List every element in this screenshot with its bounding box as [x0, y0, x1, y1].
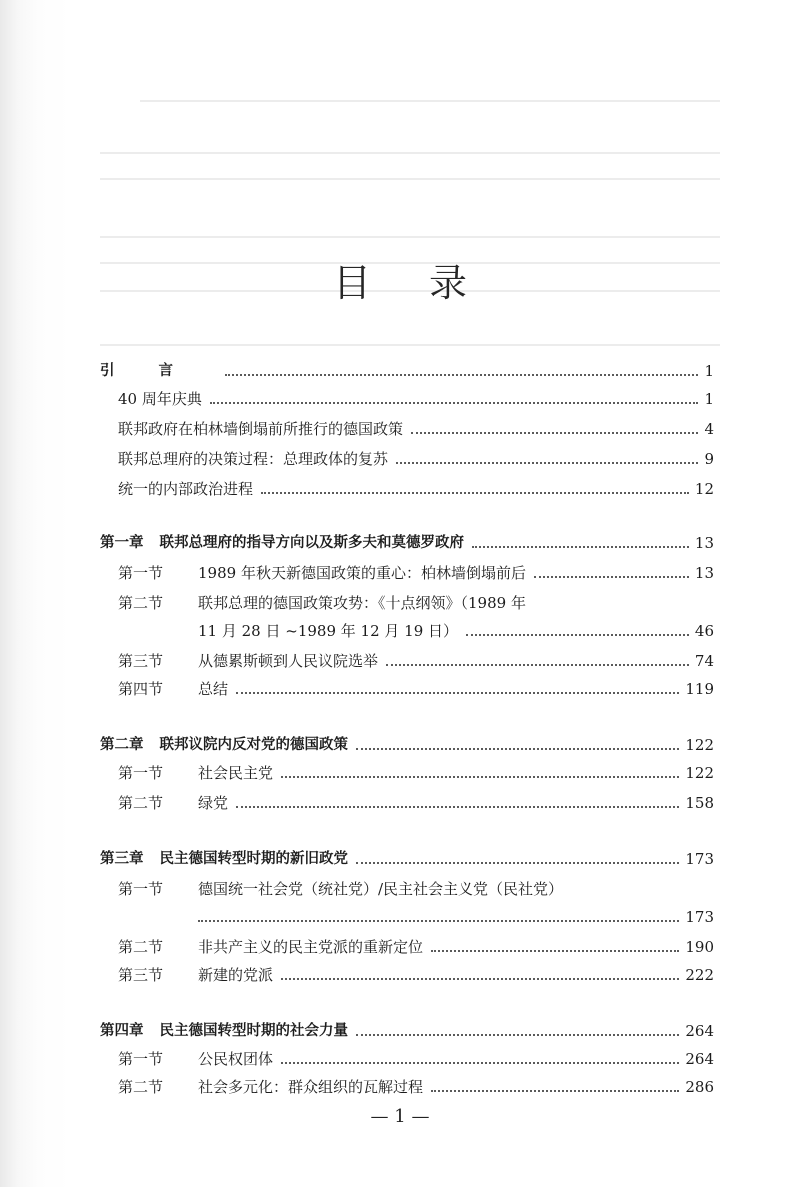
- section-label: 第三节: [118, 652, 164, 670]
- dot-leader: [281, 1062, 679, 1064]
- section-title: 社会民主党: [198, 764, 274, 782]
- dot-leader: [198, 920, 679, 922]
- page-footer-number: — 1 —: [370, 1106, 430, 1127]
- dot-leader: [210, 402, 698, 404]
- toc-chapter[interactable]: [100, 728, 714, 754]
- intro-heading-label: 引言: [100, 363, 217, 379]
- dot-leader: [356, 862, 679, 864]
- page-number: 12: [694, 480, 714, 498]
- show-through-line: [140, 100, 720, 102]
- toc-section[interactable]: [118, 556, 714, 582]
- toc-intro-heading[interactable]: [100, 354, 714, 380]
- page-number: 4: [704, 420, 714, 438]
- show-through-line: [100, 344, 720, 346]
- entry-title: 40 周年庆典: [118, 390, 202, 408]
- chapter-label: 第四章: [100, 1023, 144, 1039]
- page-number: 190: [685, 938, 714, 956]
- page-number: 9: [704, 450, 714, 468]
- dot-leader: [236, 692, 679, 694]
- toc-section[interactable]: [118, 958, 714, 984]
- page-number: 1: [704, 390, 714, 408]
- dot-leader: [261, 492, 689, 494]
- toc-entry[interactable]: [118, 442, 714, 468]
- dot-leader: [396, 462, 698, 464]
- section-label: 第一节: [118, 880, 164, 898]
- toc-section[interactable]: [118, 786, 714, 812]
- toc-section[interactable]: [118, 644, 714, 670]
- toc-section[interactable]: [118, 872, 714, 898]
- dot-leader: [225, 374, 698, 376]
- dot-leader: [466, 634, 689, 636]
- section-title: 新建的党派: [198, 966, 274, 984]
- show-through-line: [100, 236, 720, 238]
- page-number: 264: [685, 1050, 714, 1068]
- section-label: 第一节: [118, 764, 164, 782]
- page-number: 173: [685, 908, 714, 926]
- section-title: 德国统一社会党（统社党）/民主社会主义党（民社党）: [198, 880, 564, 898]
- section-label: 第二节: [118, 794, 164, 812]
- chapter-title: 民主德国转型时期的新旧政党: [159, 851, 348, 867]
- section-title: 从德累斯顿到人民议院选举: [198, 652, 379, 670]
- section-title-continued: 11 月 28 日 ~1989 年 12 月 19 日）: [198, 622, 459, 640]
- section-label: 第二节: [118, 938, 164, 956]
- entry-title: 联邦政府在柏林墙倒塌前所推行的德国政策: [118, 420, 404, 438]
- section-title: 非共产主义的民主党派的重新定位: [198, 938, 424, 956]
- toc-section[interactable]: [118, 1070, 714, 1096]
- toc-entry[interactable]: [118, 382, 714, 408]
- dot-leader: [534, 576, 689, 578]
- dot-leader: [281, 978, 679, 980]
- page-number: 46: [694, 622, 714, 640]
- chapter-label: 第三章: [100, 851, 144, 867]
- toc-section-continuation[interactable]: [198, 900, 714, 926]
- toc-chapter[interactable]: [100, 842, 714, 868]
- page-number: 13: [694, 564, 714, 582]
- page-title: 目录: [332, 261, 525, 305]
- toc-section-continuation[interactable]: [198, 614, 714, 640]
- chapter-title: 联邦总理府的指导方向以及斯多夫和莫德罗政府: [159, 535, 464, 551]
- section-label: 第三节: [118, 966, 164, 984]
- chapter-label: 第二章: [100, 737, 144, 753]
- entry-title: 联邦总理府的决策过程：总理政体的复苏: [118, 450, 389, 468]
- dot-leader: [356, 1034, 679, 1036]
- page-number: 158: [685, 794, 714, 812]
- toc-section[interactable]: [118, 930, 714, 956]
- section-title: 社会多元化：群众组织的瓦解过程: [198, 1078, 424, 1096]
- section-title: 总结: [198, 680, 229, 698]
- page-number: 13: [694, 534, 714, 552]
- entry-title: 统一的内部政治进程: [118, 480, 254, 498]
- page-number: 222: [685, 966, 714, 984]
- show-through-line: [100, 178, 720, 180]
- toc-entry[interactable]: [118, 472, 714, 498]
- toc-section[interactable]: [118, 756, 714, 782]
- dot-leader: [411, 432, 698, 434]
- page-number: 1: [704, 362, 714, 380]
- dot-leader: [431, 950, 679, 952]
- dot-leader: [281, 776, 679, 778]
- dot-leader: [356, 748, 679, 750]
- dot-leader: [472, 546, 689, 548]
- section-label: 第四节: [118, 680, 164, 698]
- chapter-title: 民主德国转型时期的社会力量: [159, 1023, 348, 1039]
- dot-leader: [431, 1090, 679, 1092]
- toc-chapter[interactable]: [100, 1014, 714, 1040]
- section-label: 第二节: [118, 1078, 164, 1096]
- section-label: 第一节: [118, 1050, 164, 1068]
- page-number: 122: [685, 736, 714, 754]
- section-title: 公民权团体: [198, 1050, 274, 1068]
- dot-leader: [236, 806, 679, 808]
- chapter-title: 联邦议院内反对党的德国政策: [159, 737, 348, 753]
- page-number: 122: [685, 764, 714, 782]
- page-number: 264: [685, 1022, 714, 1040]
- section-title: 联邦总理的德国政策攻势：《十点纲领》（1989 年: [198, 594, 526, 612]
- toc-section[interactable]: [118, 586, 714, 612]
- section-title: 绿党: [198, 794, 229, 812]
- toc-section[interactable]: [118, 1042, 714, 1068]
- toc-chapter[interactable]: [100, 526, 714, 552]
- dot-leader: [386, 664, 689, 666]
- page-number: 173: [685, 850, 714, 868]
- toc-section[interactable]: [118, 672, 714, 698]
- page-number: 119: [685, 680, 714, 698]
- show-through-line: [100, 152, 720, 154]
- chapter-label: 第一章: [100, 535, 144, 551]
- section-label: 第二节: [118, 594, 164, 612]
- page-number: 74: [694, 652, 714, 670]
- page-number: 286: [685, 1078, 714, 1096]
- section-label: 第一节: [118, 564, 164, 582]
- section-title: 1989 年秋天新德国政策的重心：柏林墙倒塌前后: [198, 564, 526, 582]
- toc-entry[interactable]: [118, 412, 714, 438]
